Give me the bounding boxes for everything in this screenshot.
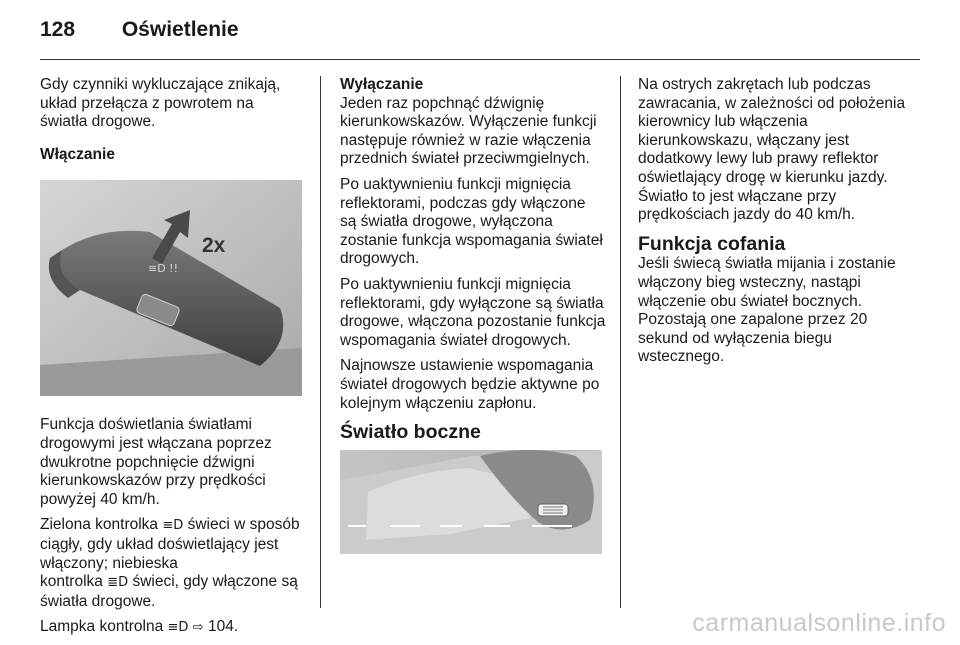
subheading-on: Włączanie (40, 145, 115, 163)
high-beam-assist-icon: ≡D (162, 518, 184, 534)
paragraph: Lampka kontrolna ≡D ⇨ 104. (40, 618, 239, 636)
figure-label-2x: 2x (202, 234, 226, 258)
turn-signal-lever-figure (40, 180, 302, 396)
paragraph: Po uaktywnieniu funkcji mignięcia reflektorami, gdy wyłączone są światła drogowe, włączona pozostanie funkcja wspomagania świateł drogowych. (340, 275, 606, 349)
paragraph: Zielona kontrolka ≡D świeci w sposób ciągły, gdy układ doświetlający jest włączony; niebieska kontrolka ≣D świeci, gdy włączone są światła drogowe. (40, 516, 300, 610)
page-reference-icon: ⇨ (192, 620, 204, 636)
high-beam-icon: ≣D (107, 575, 129, 591)
column-divider (320, 76, 321, 608)
heading-reverse-function: Funkcja cofania (638, 232, 786, 255)
header-rule (40, 59, 920, 60)
page-number: 128 (40, 18, 76, 41)
paragraph: Gdy czynniki wykluczające znikają, układ przełącza z powrotem na światła drogowe. (40, 76, 281, 131)
high-beam-assist-icon: ≡D (167, 620, 189, 636)
paragraph: Funkcja doświetlania światłami drogowymi jest włączana poprzez dwukrotne popchnięcie dźwigni kierunkowskazów przy prędkości powyżej 40 km/h. (40, 416, 272, 508)
paragraph: Jeden raz popchnąć dźwignię kierunkowskazów. Wyłączenie funkcji następuje również w razie włączenia przednich świateł przeciwmgielnych. (340, 94, 597, 168)
paragraph: Jeśli świecą światła mijania i zostanie włączony bieg wsteczny, nastąpi włączenie obu świateł bocznych. Pozostają one zapalone przez 20 sekund od wyłączenia biegu wstecznego. (638, 255, 896, 366)
page-reference: 104. (207, 618, 239, 636)
subheading-off: Wyłączanie (340, 76, 424, 93)
heading-side-light: Światło boczne (340, 421, 481, 444)
column-1 (40, 76, 305, 645)
page-header (40, 18, 239, 42)
watermark: carmanualsonline.info (692, 609, 946, 637)
column-divider (620, 76, 621, 608)
paragraph: Najnowsze ustawienie wspomagania świateł drogowych będzie aktywne po kolejnym włączeniu zapłonu. (340, 357, 600, 412)
section-title: Oświetlenie (121, 18, 239, 41)
svg-text:≡D !!: ≡D !! (148, 262, 179, 276)
column-2 (340, 76, 606, 554)
side-light-figure (340, 450, 602, 554)
paragraph: Na ostrych zakrętach lub podczas zawracania, w zależności od położenia kierownicy lub włączenia kierunkowskazu, włączany jest dodatkowy lewy lub prawy reflektor oświetlający drogę w kierunku jazdy. Światło to jest włączane przy prędkościach jazdy do 40 km/h. (638, 76, 906, 224)
paragraph: Po uaktywnieniu funkcji mignięcia reflektorami, podczas gdy włączone są światła drogowe, wyłączona zostanie funkcja wspomagania świateł drogowych. (340, 175, 603, 268)
column-3 (638, 76, 920, 374)
